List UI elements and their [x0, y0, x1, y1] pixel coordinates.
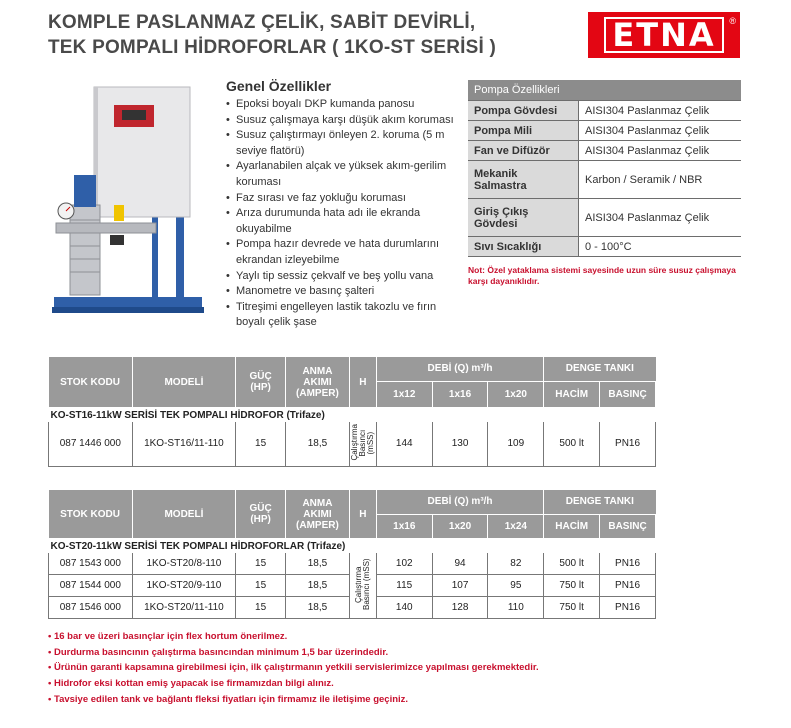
- col-model-header: MODELİ: [132, 357, 236, 407]
- logo-text: ETNA: [612, 16, 716, 54]
- feature-item: • Arıza durumunda hata adı ile ekranda okuyabilme: [224, 206, 460, 237]
- spec-value: AISI304 Paslanmaz Çelik: [579, 199, 742, 237]
- flow-value: 110: [488, 597, 544, 619]
- logo-frame: [604, 17, 723, 53]
- series-title: KO-ST16-11kW SERİSİ TEK POMPALI HİDROFOR (Trifaze): [50, 410, 325, 421]
- col-flow-header: DEBİ (Q) m³/h: [376, 357, 543, 381]
- spec-value: AISI304 Paslanmaz Çelik: [579, 121, 742, 141]
- spec-key: Mekanik Salmastra: [468, 161, 579, 199]
- model: 1KO-ST20/8-110: [132, 553, 236, 575]
- current: 18,5: [286, 597, 350, 619]
- feature-item: • Susuz çalışmaya karşı düşük akım koruması: [224, 113, 460, 129]
- booster-pump-image: [48, 85, 208, 335]
- col-stock-header: STOK KODU: [49, 357, 133, 407]
- product-table-2: [48, 490, 656, 619]
- product-table-1: [48, 357, 656, 467]
- features-title: Genel Özellikler: [226, 78, 332, 94]
- flow-value: 130: [432, 422, 488, 466]
- tank-pressure: PN16: [600, 553, 656, 575]
- flow-col-header: 1x20: [488, 381, 544, 407]
- flow-value: 128: [432, 597, 488, 619]
- col-stock-header: STOK KODU: [49, 490, 133, 538]
- feature-item: • Susuz çalıştırmayı önleyen 2. koruma (5 m seviye flatörü): [224, 128, 460, 159]
- spec-value: 0 - 100°C: [579, 237, 742, 257]
- spec-key: Giriş Çıkış Gövdesi: [468, 199, 579, 237]
- pump-specs-header: Pompa Özellikleri: [468, 80, 741, 101]
- flow-col-header: 1x20: [432, 514, 488, 538]
- model: 1KO-ST20/11-110: [132, 597, 236, 619]
- spec-value: Karbon / Seramik / NBR: [579, 161, 742, 199]
- spec-value: AISI304 Paslanmaz Çelik: [579, 101, 742, 121]
- pressure-header: BASINÇ: [600, 381, 656, 407]
- flow-value: 102: [376, 553, 432, 575]
- h-vertical-label: Çalıştırma Basıncı (mSS): [349, 422, 376, 466]
- feature-item: • Epoksi boyalı DKP kumanda panosu: [224, 97, 460, 113]
- flow-value: 109: [488, 422, 544, 466]
- feature-item: • Ayarlanabilen alçak ve yüksek akım-gerilim koruması: [224, 159, 460, 190]
- current: 18,5: [286, 575, 350, 597]
- footer-note: • Hidrofor eksi kottan emiş yapacak ise firmamızdan bilgi alınız.: [48, 678, 334, 690]
- pressure-header: BASINÇ: [600, 514, 656, 538]
- stock-code: 087 1546 000: [49, 597, 133, 619]
- tank-pressure: PN16: [600, 575, 656, 597]
- col-model-header: MODELİ: [132, 490, 236, 538]
- flow-col-header: 1x24: [488, 514, 544, 538]
- volume-header: HACİM: [544, 514, 600, 538]
- stock-code: 087 1543 000: [49, 553, 133, 575]
- flow-value: 144: [376, 422, 432, 466]
- current: 18,5: [286, 422, 350, 466]
- flow-value: 94: [432, 553, 488, 575]
- model: 1KO-ST16/11-110: [132, 422, 236, 466]
- footer-notes: [48, 629, 748, 708]
- etna-logo: [588, 12, 740, 58]
- col-tank-header: DENGE TANKI: [544, 357, 656, 381]
- volume-header: HACİM: [544, 381, 600, 407]
- tank-volume: 750 lt: [544, 575, 600, 597]
- footer-note: • Tavsiye edilen tank ve bağlantı fleksi fiyatları için firmamız ile iletişime geçiniz.: [48, 693, 409, 705]
- col-h-header: H: [349, 490, 376, 538]
- flow-col-header: 1x16: [432, 381, 488, 407]
- footer-note: • 16 bar ve üzeri basınçlar için flex hortum önerilmez.: [48, 631, 288, 642]
- col-current-header: ANMA AKIMI (AMPER): [286, 490, 350, 538]
- feature-item: • Titreşimi engelleyen lastik takozlu ve fırın boyalı çelik şase: [224, 300, 460, 331]
- flow-value: 140: [376, 597, 432, 619]
- page-title: [48, 10, 496, 60]
- flow-value: 115: [376, 575, 432, 597]
- features-list: [224, 97, 460, 331]
- col-current-header: ANMA AKIMI (AMPER): [286, 357, 350, 407]
- power: 15: [236, 553, 286, 575]
- flow-col-header: 1x12: [376, 381, 432, 407]
- flow-value: 107: [432, 575, 488, 597]
- footer-note: • Durdurma basıncının çalıştırma basıncından minimum 1,5 bar üzerindedir.: [48, 646, 389, 658]
- tank-pressure: PN16: [600, 597, 656, 619]
- feature-item: • Pompa hazır devrede ve hata durumlarını ekrandan izleyebilme: [224, 237, 460, 268]
- power: 15: [236, 422, 286, 466]
- tank-pressure: PN16: [600, 422, 656, 466]
- title-line-2: TEK POMPALI HİDROFORLAR ( 1KO-ST SERİSİ ): [48, 37, 497, 58]
- flow-value: 95: [488, 575, 544, 597]
- feature-item: • Faz sırası ve faz yokluğu koruması: [224, 191, 460, 207]
- feature-item: • Yaylı tip sessiz çekvalf ve beş yollu vana: [224, 269, 460, 285]
- spec-key: Pompa Gövdesi: [468, 101, 579, 121]
- col-tank-header: DENGE TANKI: [544, 490, 656, 514]
- spec-key: Fan ve Difüzör: [468, 141, 579, 161]
- stock-code: 087 1544 000: [49, 575, 133, 597]
- title-line-1: KOMPLE PASLANMAZ ÇELİK, SABİT DEVİRLİ,: [48, 12, 476, 33]
- flow-value: 82: [488, 553, 544, 575]
- footer-note: • Ürünün garanti kapsamına girebilmesi için, ilk çalıştırmanın yetkili servislerimizce yapılması gerekmektedir.: [48, 662, 539, 674]
- tank-volume: 750 lt: [544, 597, 600, 619]
- spec-note: Not: Özel yataklama sistemi sayesinde uzun süre susuz çalışmaya karşı dayanıklıdır.: [468, 265, 736, 286]
- spec-value: AISI304 Paslanmaz Çelik: [579, 141, 742, 161]
- flow-col-header: 1x16: [376, 514, 432, 538]
- col-power-header: GÜÇ (HP): [236, 357, 286, 407]
- col-h-header: H: [349, 357, 376, 407]
- model: 1KO-ST20/9-110: [132, 575, 236, 597]
- power: 15: [236, 575, 286, 597]
- power: 15: [236, 597, 286, 619]
- pump-specs-table: [468, 80, 741, 257]
- feature-item: • Manometre ve basınç şalteri: [224, 284, 460, 300]
- current: 18,5: [286, 553, 350, 575]
- col-flow-header: DEBİ (Q) m³/h: [376, 490, 543, 514]
- h-vertical-label: Çalıştırma Basıncı (mSS): [349, 553, 376, 619]
- series-title: KO-ST20-11kW SERİSİ TEK POMPALI HİDROFORLAR (Trifaze): [50, 541, 346, 552]
- stock-code: 087 1446 000: [49, 422, 133, 466]
- registered-mark: ®: [729, 16, 736, 26]
- spec-key: Pompa Mili: [468, 121, 579, 141]
- tank-volume: 500 lt: [544, 422, 600, 466]
- tank-volume: 500 lt: [544, 553, 600, 575]
- col-power-header: GÜÇ (HP): [236, 490, 286, 538]
- spec-key: Sıvı Sıcaklığı: [468, 237, 579, 257]
